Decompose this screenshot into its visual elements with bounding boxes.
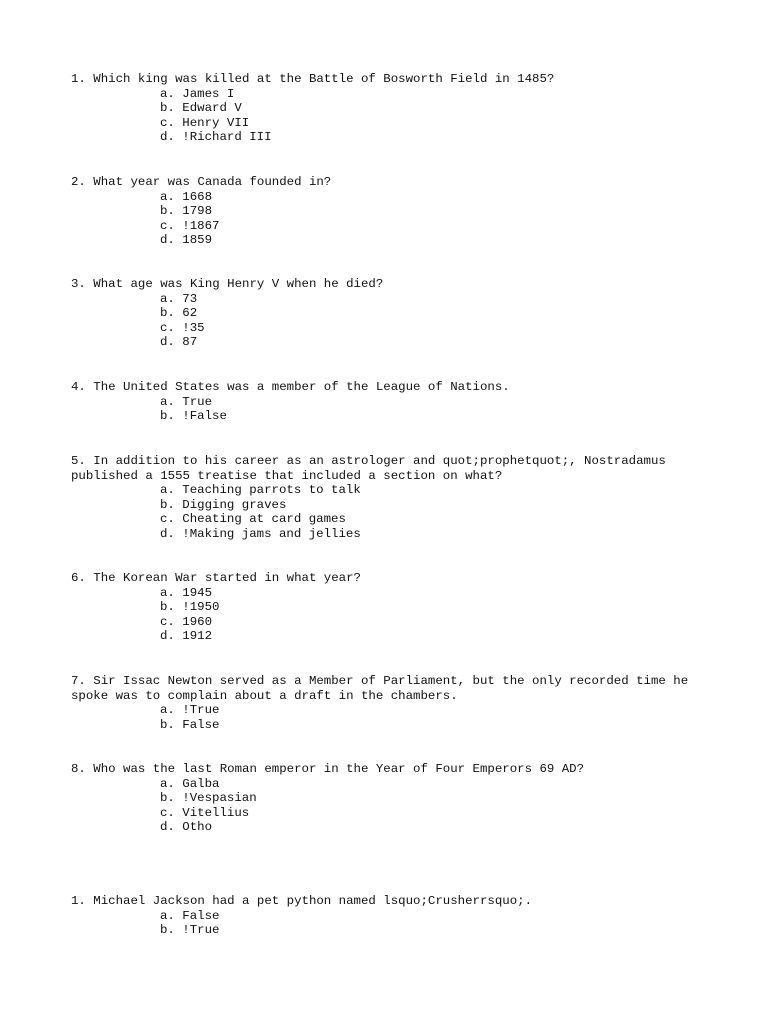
question-1 — [71, 72, 711, 145]
answer-option: d. !Richard III — [160, 130, 272, 145]
question-text: 5. In addition to his career as an astrologer and quot;prophetquot;, Nostradamus published a 1555 treatise that included a section on what? — [71, 454, 666, 483]
answer-option: a. Galba — [160, 776, 220, 791]
answer-option: c. !1867 — [160, 218, 220, 233]
question-text: 3. What age was King Henry V when he died? — [71, 277, 384, 291]
question-text: 7. Sir Issac Newton served as a Member of Parliament, but the only recorded time he spoke was to complain about a draft in the chambers. — [71, 674, 689, 703]
answer-option: c. Vitellius — [160, 805, 250, 820]
question-7 — [71, 674, 711, 732]
question-6 — [71, 571, 711, 644]
answer-option: a. True — [160, 394, 213, 409]
answer-option: c. Cheating at card games — [160, 512, 346, 527]
answer-option: d. 1912 — [160, 629, 213, 644]
answer-option: d. 1859 — [160, 233, 213, 248]
answer-option: b. 62 — [160, 306, 198, 321]
question-text: 8. Who was the last Roman emperor in the Year of Four Emperors 69 AD? — [71, 762, 585, 776]
question-3 — [71, 277, 711, 350]
answer-option: c. Henry VII — [160, 115, 250, 130]
answer-option: b. 1798 — [160, 204, 213, 219]
answer-option: a. James I — [160, 86, 235, 101]
answer-option: a. !True — [160, 703, 220, 718]
answer-option: c. 1960 — [160, 614, 213, 629]
question-text: 1. Which king was killed at the Battle of Bosworth Field in 1485? — [71, 72, 555, 86]
answer-option: b. !True — [160, 923, 220, 938]
answer-option: d. 87 — [160, 335, 198, 350]
answer-option: d. Otho — [160, 820, 213, 835]
answer-option: d. !Making jams and jellies — [160, 526, 361, 541]
answer-option: b. Digging graves — [160, 497, 287, 512]
answer-option: a. Teaching parrots to talk — [160, 483, 361, 498]
question-2 — [71, 175, 711, 248]
answer-option: b. Edward V — [160, 101, 242, 116]
question-text: 6. The Korean War started in what year? — [71, 571, 361, 585]
answer-option: b. False — [160, 717, 220, 732]
answer-option: b. !1950 — [160, 600, 220, 615]
answer-option: b. !False — [160, 409, 227, 424]
answer-option: c. !35 — [160, 320, 205, 335]
question-8 — [71, 762, 711, 835]
answer-option: a. False — [160, 908, 220, 923]
question-text: 4. The United States was a member of the League of Nations. — [71, 380, 510, 394]
question-5 — [71, 454, 711, 542]
answer-option: a. 73 — [160, 291, 198, 306]
answer-option: a. 1945 — [160, 585, 213, 600]
answer-option: a. 1668 — [160, 189, 213, 204]
question-4 — [71, 380, 711, 424]
answer-option: b. !Vespasian — [160, 791, 257, 806]
question-text: 2. What year was Canada founded in? — [71, 175, 332, 189]
question-text: 1. Michael Jackson had a pet python named lsquo;Crusherrsquo;. — [71, 894, 533, 908]
question-9 — [71, 894, 711, 938]
